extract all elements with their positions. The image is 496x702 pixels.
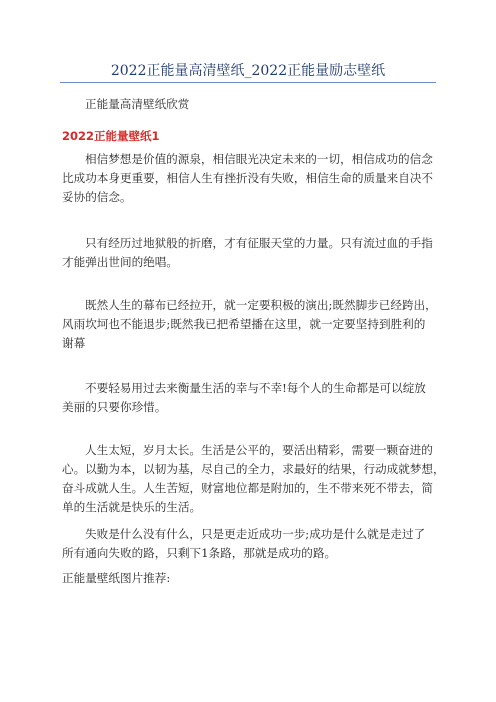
outro-text: 正能量壁纸图片推荐: bbox=[62, 571, 171, 585]
paragraph-6 bbox=[62, 525, 442, 563]
paragraph-line: 失败是什么没有什么，只是更走近成功一步;成功是什么就是走过了 bbox=[85, 527, 426, 541]
paragraph-line: 妥协的信念。 bbox=[62, 190, 132, 204]
paragraph-line: 不要轻易用过去来衡量生活的幸与不幸!每个人的生命都是可以绽放 bbox=[85, 381, 426, 395]
intro-text: 正能量高清壁纸欣赏 bbox=[85, 97, 190, 111]
paragraph-line: 只有经历过地狱般的折磨，才有征服天堂的力量。只有流过血的手指 bbox=[85, 236, 433, 250]
page-title: 2022正能量高清壁纸_2022正能量励志壁纸 bbox=[110, 63, 386, 79]
paragraph-line: 心。以勤为本，以韧为基，尽自己的全力，求最好的结果，行动成就梦想， bbox=[62, 462, 445, 476]
section-heading: 2022正能量壁纸1 bbox=[62, 129, 160, 143]
paragraph-line: 相信梦想是价值的源泉，相信眼光决定未来的一切，相信成功的信念 bbox=[85, 152, 433, 166]
paragraph-line: 既然人生的幕布已经拉开，就一定要积极的演出;既然脚步已经跨出， bbox=[85, 298, 437, 312]
paragraph-line: 人生太短，岁月太长。生活是公平的，要活出精彩，需要一颗奋进的 bbox=[85, 443, 433, 457]
paragraph-line: 美丽的只要你珍惜。 bbox=[62, 400, 167, 414]
paragraph-1 bbox=[62, 150, 442, 207]
paragraph-line: 单的生活就是快乐的生活。 bbox=[62, 500, 202, 514]
title-divider bbox=[60, 82, 436, 83]
paragraph-line: 才能弹出世间的绝唱。 bbox=[62, 255, 178, 269]
paragraph-line: 所有通向失败的路，只剩下1条路，那就是成功的路。 bbox=[62, 546, 337, 560]
paragraph-5 bbox=[62, 441, 445, 517]
paragraph-line: 奋斗成就人生。人生苦短，财富地位都是附加的，生不带来死不带去，简 bbox=[62, 481, 434, 495]
paragraph-line: 风雨坎坷也不能退步;既然我已把希望播在这里，就一定要坚持到胜利的 bbox=[62, 317, 426, 331]
paragraph-3 bbox=[62, 296, 442, 353]
paragraph-4 bbox=[62, 379, 442, 417]
paragraph-line: 比成功本身更重要，相信人生有挫折没有失败，相信生命的质量来自决不 bbox=[62, 171, 434, 185]
paragraph-2 bbox=[62, 234, 442, 272]
paragraph-line: 谢幕 bbox=[62, 336, 86, 350]
